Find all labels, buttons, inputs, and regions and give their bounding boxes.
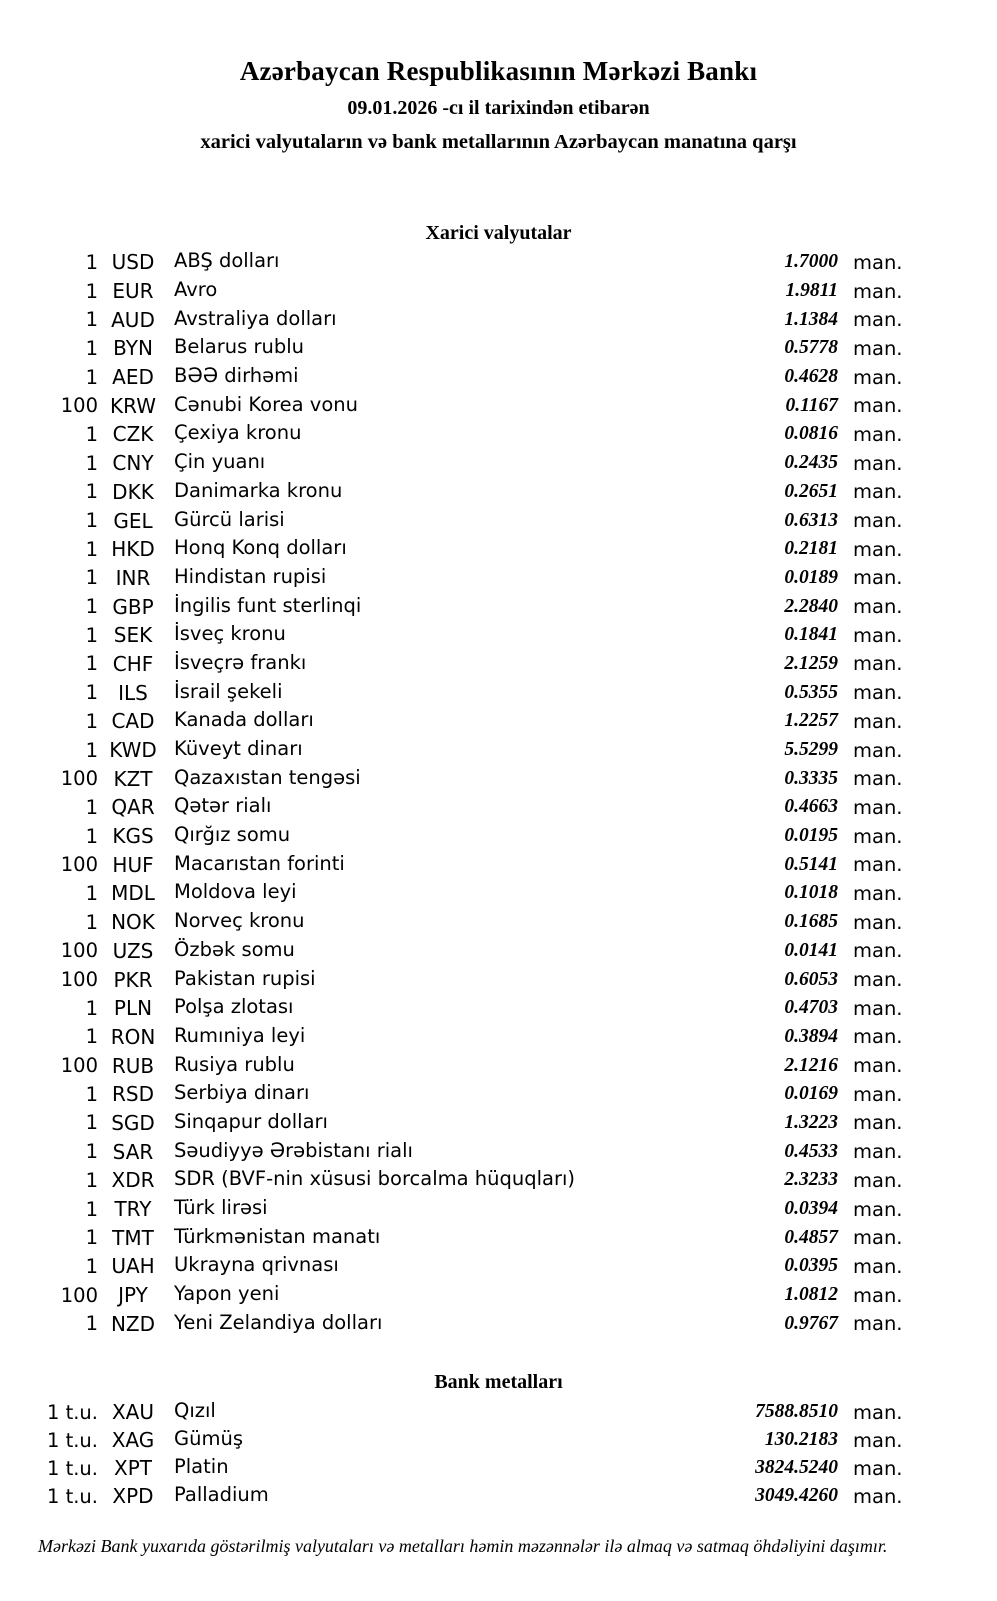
table-row	[0, 1454, 997, 1482]
unit-label: man.	[853, 1111, 903, 1135]
unit-label: man.	[853, 910, 903, 934]
currency-name-cell: Kanada dolları	[174, 708, 314, 732]
quantity-cell: 1	[85, 996, 98, 1020]
rate-value-cell: 0.0816	[784, 423, 838, 445]
table-row	[0, 592, 997, 621]
currency-code-cell: HKD	[111, 537, 155, 562]
currency-name-cell: Avro	[174, 278, 218, 302]
table-row	[0, 1281, 997, 1310]
quantity-cell: 1	[85, 1025, 98, 1049]
metal-code-cell: XPD	[112, 1484, 154, 1508]
quantity-cell: 100	[60, 1054, 98, 1078]
quantity-cell: 1	[85, 1168, 98, 1192]
unit-label: man.	[853, 537, 903, 561]
rate-value-cell: 0.5141	[784, 853, 838, 875]
currency-name-cell: SDR (BVF-nin xüsusi borcalma hüquqları)	[174, 1167, 576, 1191]
quantity-cell: 1	[85, 795, 98, 819]
quantity-cell: 1	[85, 509, 98, 533]
effective-date: 09.01.2026 -cı il tarixindən etibarən	[347, 97, 650, 119]
rate-value-cell: 0.0169	[784, 1083, 838, 1105]
currency-name-cell: Türk lirəsi	[174, 1196, 268, 1220]
currency-name-cell: Türkmənistan manatı	[174, 1224, 381, 1248]
rate-value-cell: 0.2651	[784, 480, 838, 502]
rate-value-cell: 0.4663	[784, 796, 838, 818]
currency-code-cell: QAR	[111, 795, 155, 820]
currency-code-cell: TRY	[114, 1197, 152, 1222]
unit-label: man.	[853, 681, 903, 705]
currency-code-cell: AED	[112, 365, 154, 390]
rate-value-cell: 0.3335	[784, 767, 838, 789]
quantity-cell: 1	[85, 336, 98, 360]
table-row	[0, 277, 997, 306]
rate-value-cell: 0.4857	[784, 1226, 838, 1248]
unit-label: man.	[853, 1312, 903, 1336]
metal-name-cell: Qızıl	[174, 1399, 216, 1422]
table-row	[0, 908, 997, 937]
rate-value-cell: 5.5299	[784, 739, 838, 761]
currency-name-cell: Belarus rublu	[174, 335, 305, 359]
rate-value-cell: 0.1685	[784, 911, 838, 933]
unit-label: man.	[853, 1168, 903, 1192]
table-row	[0, 535, 997, 564]
rate-value-cell: 3049.4260	[755, 1485, 838, 1506]
currency-name-cell: Çin yuanı	[174, 450, 266, 474]
currency-name-cell: Yeni Zelandiya dolları	[174, 1310, 383, 1334]
quantity-cell: 1	[85, 709, 98, 733]
rate-value-cell: 2.1216	[784, 1054, 838, 1076]
unit-label: man.	[853, 939, 903, 963]
currency-code-cell: NZD	[110, 1311, 156, 1336]
rate-value-cell: 0.5778	[784, 337, 838, 359]
currency-code-cell: AUD	[111, 307, 155, 332]
currency-name-cell: Rumıniya leyi	[174, 1023, 306, 1047]
unit-label: man.	[853, 767, 903, 791]
currency-name-cell: İsrail şekeli	[174, 679, 283, 703]
quantity-cell: 1	[85, 881, 98, 905]
metal-name-cell: Gümüş	[174, 1427, 243, 1450]
currency-code-cell: UZS	[112, 938, 154, 963]
currency-code-cell: KGS	[112, 824, 154, 849]
currency-code-cell: PKR	[113, 967, 153, 992]
quantity-cell: 1	[85, 1226, 98, 1250]
table-row	[0, 1482, 997, 1510]
table-row	[0, 707, 997, 736]
currency-name-cell: Ukrayna qrivnası	[174, 1253, 339, 1277]
unit-label: man.	[853, 279, 903, 303]
currency-code-cell: GEL	[113, 508, 153, 533]
quantity-cell: 100	[60, 1283, 98, 1307]
rate-value-cell: 0.2435	[784, 452, 838, 474]
currency-code-cell: SGD	[111, 1110, 155, 1135]
table-row	[0, 478, 997, 507]
currency-code-cell: XDR	[111, 1168, 155, 1193]
quantity-cell: 1	[85, 566, 98, 590]
unit-label: man.	[853, 1197, 903, 1221]
unit-label: man.	[853, 652, 903, 676]
rate-value-cell: 0.1167	[785, 394, 838, 416]
table-row	[0, 391, 997, 420]
quantity-cell: 1	[85, 623, 98, 647]
table-row	[0, 822, 997, 851]
unit-label: man.	[853, 623, 903, 647]
rate-value-cell: 7588.8510	[755, 1401, 838, 1422]
currency-code-cell: UAH	[111, 1254, 155, 1279]
currency-code-cell: TMT	[112, 1225, 154, 1250]
rate-value-cell: 1.2257	[784, 710, 838, 732]
metals-section-heading: Bank metalları	[434, 1371, 563, 1393]
table-row	[0, 621, 997, 650]
rate-value-cell: 1.0812	[784, 1284, 838, 1306]
quantity-cell: 1	[85, 652, 98, 676]
unit-label: man.	[853, 509, 903, 533]
currency-code-cell: RSD	[112, 1082, 154, 1107]
quantity-cell: 1	[85, 1111, 98, 1135]
page-subtitle: xarici valyutaların və bank metallarının Azərbaycan manatına qarşı	[200, 131, 797, 153]
unit-label: man.	[853, 595, 903, 619]
table-row	[0, 506, 997, 535]
rate-value-cell: 0.9767	[784, 1312, 838, 1334]
currency-name-cell: Hindistan rupisi	[174, 564, 327, 588]
quantity-cell: 1	[85, 910, 98, 934]
metal-name-cell: Palladium	[174, 1483, 269, 1506]
rate-value-cell: 1.9811	[785, 280, 838, 302]
quantity-cell: 100	[60, 968, 98, 992]
table-row	[0, 793, 997, 822]
rate-value-cell: 0.4628	[784, 366, 838, 388]
currency-name-cell: Polşa zlotası	[174, 995, 294, 1019]
currency-code-cell: KZT	[113, 766, 153, 791]
unit-label: man.	[853, 1254, 903, 1278]
unit-label: man.	[853, 881, 903, 905]
unit-label: man.	[853, 738, 903, 762]
page-title: Azərbaycan Respublikasının Mərkəzi Bankı	[239, 56, 758, 86]
table-row	[0, 1195, 997, 1224]
currency-name-cell: İsveç kronu	[174, 622, 286, 646]
currency-name-cell: Sinqapur dolları	[174, 1109, 328, 1133]
quantity-cell: 100	[60, 939, 98, 963]
currency-code-cell: CHF	[112, 651, 154, 676]
currency-name-cell: Qırğız somu	[174, 823, 291, 847]
rate-value-cell: 2.2840	[784, 595, 838, 617]
rate-value-cell: 0.2181	[784, 538, 838, 560]
metal-code-cell: XAG	[111, 1428, 155, 1452]
metal-name-cell: Platin	[174, 1455, 229, 1478]
currency-name-cell: Rusiya rublu	[174, 1052, 295, 1076]
unit-label: man.	[853, 422, 903, 446]
currency-code-cell: BYN	[113, 336, 153, 361]
table-row	[0, 564, 997, 593]
currency-code-cell: INR	[115, 565, 151, 590]
quantity-cell: 1 t.u.	[46, 1456, 98, 1480]
metal-rates-table	[0, 1398, 997, 1510]
currency-name-cell: Serbiya dinarı	[174, 1081, 310, 1105]
metal-code-cell: XAU	[111, 1400, 155, 1424]
table-row	[0, 736, 997, 765]
table-row	[0, 1166, 997, 1195]
currency-code-cell: NOK	[111, 910, 155, 935]
currency-code-cell: DKK	[112, 479, 154, 504]
quantity-cell: 1 t.u.	[46, 1428, 98, 1452]
quantity-cell: 1	[85, 1082, 98, 1106]
quantity-cell: 1	[85, 595, 98, 619]
currency-name-cell: Qazaxıstan tengəsi	[174, 765, 361, 789]
rate-value-cell: 0.3894	[784, 1025, 838, 1047]
quantity-cell: 1	[85, 1197, 98, 1221]
table-row	[0, 1109, 997, 1138]
unit-label: man.	[853, 968, 903, 992]
table-row	[0, 1398, 997, 1426]
unit-label: man.	[853, 308, 903, 332]
currency-name-cell: Danimarka kronu	[174, 478, 343, 502]
table-row	[0, 1080, 997, 1109]
table-row	[0, 650, 997, 679]
quantity-cell: 100	[60, 394, 98, 418]
rate-value-cell: 1.3223	[784, 1111, 838, 1133]
currency-name-cell: Honq Konq dolları	[174, 536, 347, 560]
quantity-cell: 1	[85, 1254, 98, 1278]
unit-label: man.	[853, 1456, 903, 1480]
table-row	[0, 965, 997, 994]
quantity-cell: 1 t.u.	[46, 1400, 98, 1424]
table-row	[0, 1426, 997, 1454]
currency-name-cell: Gürcü larisi	[174, 507, 285, 531]
currency-code-cell: USD	[111, 250, 155, 275]
rate-value-cell: 0.1841	[784, 624, 838, 646]
currency-name-cell: Küveyt dinarı	[174, 737, 303, 761]
unit-label: man.	[853, 451, 903, 475]
rate-value-cell: 0.6313	[784, 509, 838, 531]
currency-code-cell: MDL	[111, 881, 155, 906]
rate-value-cell: 2.3233	[784, 1169, 838, 1191]
currency-code-cell: KRW	[110, 393, 156, 418]
unit-label: man.	[853, 996, 903, 1020]
currency-code-cell: ILS	[118, 680, 148, 705]
table-row	[0, 248, 997, 277]
rate-value-cell: 0.4703	[784, 997, 838, 1019]
quantity-cell: 100	[60, 853, 98, 877]
currency-name-cell: İngilis funt sterlinqi	[174, 593, 362, 617]
quantity-cell: 1 t.u.	[46, 1484, 98, 1508]
currency-code-cell: RUB	[111, 1053, 155, 1078]
table-row	[0, 937, 997, 966]
rate-value-cell: 0.1018	[784, 882, 838, 904]
currency-section-heading: Xarici valyutalar	[425, 222, 572, 244]
rate-value-cell: 0.0189	[784, 566, 838, 588]
table-row	[0, 305, 997, 334]
unit-label: man.	[853, 480, 903, 504]
currency-code-cell: GBP	[112, 594, 154, 619]
quantity-cell: 1	[85, 422, 98, 446]
rate-value-cell: 0.0195	[784, 825, 838, 847]
currency-name-cell: Cənubi Korea vonu	[174, 392, 358, 416]
quantity-cell: 1	[85, 480, 98, 504]
quantity-cell: 1	[85, 279, 98, 303]
rate-value-cell: 0.4533	[784, 1140, 838, 1162]
unit-label: man.	[853, 394, 903, 418]
currency-name-cell: Avstraliya dolları	[174, 306, 337, 330]
unit-label: man.	[853, 1054, 903, 1078]
quantity-cell: 1	[85, 451, 98, 475]
unit-label: man.	[853, 1025, 903, 1049]
unit-label: man.	[853, 853, 903, 877]
currency-name-cell: Pakistan rupisi	[174, 966, 316, 990]
unit-label: man.	[853, 709, 903, 733]
table-row	[0, 363, 997, 392]
currency-code-cell: KWD	[109, 738, 157, 763]
quantity-cell: 1	[85, 824, 98, 848]
currency-name-cell: Macarıstan forinti	[174, 851, 345, 875]
quantity-cell: 1	[85, 1140, 98, 1164]
currency-name-cell: Norveç kronu	[174, 909, 305, 933]
currency-name-cell: Yapon yeni	[174, 1282, 280, 1306]
table-row	[0, 678, 997, 707]
currency-code-cell: CNY	[112, 451, 154, 476]
unit-label: man.	[853, 824, 903, 848]
unit-label: man.	[853, 365, 903, 389]
unit-label: man.	[853, 1484, 903, 1508]
rate-value-cell: 0.5355	[784, 681, 838, 703]
rate-value-cell: 1.1384	[784, 308, 838, 330]
currency-name-cell: Qətər rialı	[174, 794, 272, 818]
quantity-cell: 1	[85, 537, 98, 561]
currency-name-cell: İsveçrə frankı	[174, 650, 307, 674]
quantity-cell: 1	[85, 365, 98, 389]
table-row	[0, 1252, 997, 1281]
currency-code-cell: HUF	[112, 852, 154, 877]
metal-code-cell: XPT	[114, 1456, 152, 1480]
currency-code-cell: CZK	[112, 422, 154, 447]
currency-name-cell: ABŞ dolları	[174, 249, 280, 273]
quantity-cell: 1	[85, 1312, 98, 1336]
unit-label: man.	[853, 336, 903, 360]
quantity-cell: 100	[60, 767, 98, 791]
currency-name-cell: BƏƏ dirhəmi	[174, 364, 299, 388]
table-row	[0, 1051, 997, 1080]
table-row	[0, 334, 997, 363]
unit-label: man.	[853, 1140, 903, 1164]
obligation-note: Mərkəzi Bank yuxarıda göstərilmiş valyutaları və metalları həmin məzənnələr ilə almaq və satmaq öhdəliyini daşımır.	[38, 1536, 888, 1556]
rate-value-cell: 0.6053	[784, 968, 838, 990]
currency-code-cell: RON	[110, 1024, 156, 1049]
rate-value-cell: 130.2183	[764, 1429, 838, 1450]
unit-label: man.	[853, 566, 903, 590]
currency-name-cell: Özbək somu	[174, 937, 295, 961]
unit-label: man.	[853, 1082, 903, 1106]
currency-code-cell: PLN	[113, 996, 153, 1021]
currency-code-cell: JPY	[118, 1283, 148, 1308]
currency-name-cell: Moldova leyi	[174, 880, 297, 904]
unit-label: man.	[853, 1283, 903, 1307]
rate-value-cell: 0.0141	[784, 939, 838, 961]
table-row	[0, 1309, 997, 1338]
table-row	[0, 449, 997, 478]
table-row	[0, 879, 997, 908]
table-row	[0, 420, 997, 449]
rate-value-cell: 0.0394	[784, 1198, 838, 1220]
currency-code-cell: SAR	[112, 1139, 154, 1164]
currency-code-cell: EUR	[112, 279, 154, 304]
table-row	[0, 1223, 997, 1252]
rate-value-cell: 0.0395	[784, 1255, 838, 1277]
currency-name-cell: Səudiyyə Ərəbistanı rialı	[174, 1138, 413, 1162]
table-row	[0, 1023, 997, 1052]
rate-value-cell: 1.7000	[784, 251, 838, 273]
unit-label: man.	[853, 795, 903, 819]
quantity-cell: 1	[85, 308, 98, 332]
currency-rates-table	[0, 248, 997, 1338]
table-row	[0, 994, 997, 1023]
rate-value-cell: 3824.5240	[755, 1457, 838, 1478]
quantity-cell: 1	[85, 681, 98, 705]
unit-label: man.	[853, 1226, 903, 1250]
table-row	[0, 850, 997, 879]
unit-label: man.	[853, 250, 903, 274]
quantity-cell: 1	[85, 250, 98, 274]
table-row	[0, 764, 997, 793]
unit-label: man.	[853, 1400, 903, 1424]
table-row	[0, 1137, 997, 1166]
currency-name-cell: Çexiya kronu	[174, 421, 302, 445]
currency-code-cell: CAD	[111, 709, 155, 734]
rate-value-cell: 2.1259	[784, 652, 838, 674]
unit-label: man.	[853, 1428, 903, 1452]
quantity-cell: 1	[85, 738, 98, 762]
currency-code-cell: SEK	[113, 623, 153, 648]
